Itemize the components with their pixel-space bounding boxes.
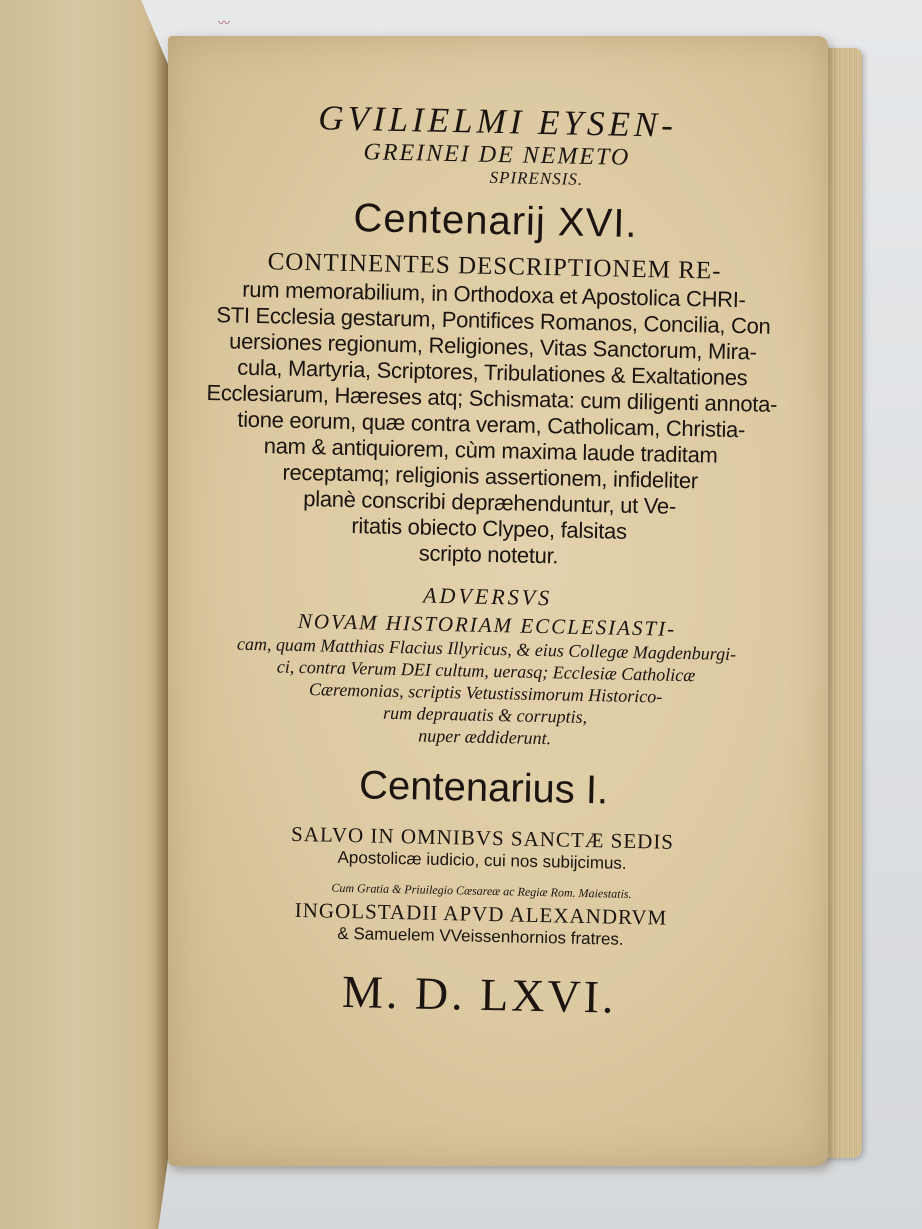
description-line: receptamq; religionis assertionem, infideliter (282, 459, 699, 494)
description-line: nam & antiquiorem, cùm maxima laude traditam (263, 433, 718, 468)
imprint-line-2: & Samuelem VVeissenhornios fratres. (337, 923, 624, 949)
description-line: ritatis obiecto Clypeo, falsitas (351, 513, 627, 544)
salvo-line-2: Apostolicæ iudicio, cui nos subijcimus. (337, 847, 627, 873)
author-line-2: GREINEI DE NEMETO (363, 139, 631, 171)
salvo-line-1: SALVO IN OMNIBVS SANCTÆ SEDIS (290, 821, 675, 854)
description-line: cula, Martyria, Scriptores, Tribulationes & Exaltationes (237, 354, 748, 391)
library-stamp-mark: 〰 (218, 16, 231, 30)
adversus-line: cam, quam Matthias Flacius Illyricus, & eius Collegæ Magdenburgi- (236, 633, 737, 665)
adversus-caps-line: NOVAM HISTORIAM ECCLESIASTI- (297, 608, 677, 641)
work-title: Centenarij XVI. (353, 196, 638, 246)
author-line-3: SPIRENSIS. (489, 167, 584, 189)
description-block (188, 276, 794, 575)
adversus-line: nuper æddiderunt. (418, 725, 552, 749)
description-line: uersiones regionum, Religiones, Vitas Sanctorum, Mira- (228, 328, 757, 365)
description-line: rum memorabilium, in Orthodoxa et Apostolica CHRI- (242, 276, 746, 313)
adversus-line: ci, contra Verum DEI cultum, uerasq; Ecclesiæ Catholicæ (276, 656, 696, 686)
description-line: STI Ecclesia gestarum, Pontifices Romanos, Concilia, Con (216, 302, 771, 339)
description-line: planè conscribi depræhenduntur, ut Ve- (303, 486, 677, 519)
description-line: Ecclesiarum, Hæreses atq; Schismata: cum diligenti annota- (206, 379, 778, 417)
description-line: tione eorum, quæ contra veram, Catholicam, Christia- (237, 406, 746, 443)
author-line-1: GVILIELMI EYSEN- (317, 98, 678, 145)
left-blank-page (0, 0, 172, 1229)
volume-title: Centenarius I. (358, 763, 609, 813)
publication-year: M. D. LXVI. (341, 965, 618, 1023)
adversus-heading: ADVERSVS (422, 582, 553, 611)
title-page (168, 36, 828, 1166)
adversus-line: rum deprauatis & corruptis, (382, 702, 588, 727)
description-line: scripto notetur. (418, 540, 559, 569)
title-page-text (179, 96, 798, 1036)
adversus-line: Cæremonias, scriptis Vetustissimorum Historico- (308, 679, 663, 707)
privilege-line: Cum Gratia & Priuilegio Cæsareæ ac Regiæ Rom. Maiestatis. (331, 880, 632, 901)
adversus-block (185, 632, 787, 755)
subtitle: CONTINENTES DESCRIPTIONEM RE- (267, 248, 722, 285)
imprint-line-1: INGOLSTADII APVD ALEXANDRVM (294, 897, 668, 930)
